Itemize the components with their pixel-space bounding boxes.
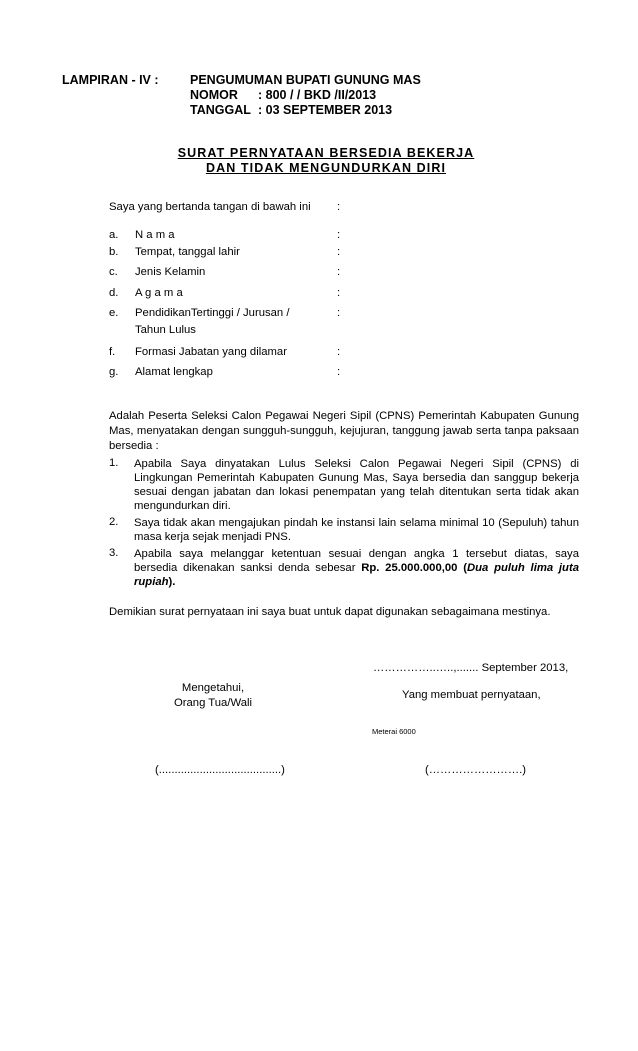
field-label-tahun-lulus: Tahun Lulus <box>135 324 196 336</box>
field-label-nama: N a m a <box>135 229 175 241</box>
document-title-line1: SURAT PERNYATAAN BERSEDIA BEKERJA <box>177 146 475 160</box>
nomor-label: NOMOR <box>190 88 238 102</box>
field-letter: b. <box>109 246 119 258</box>
intro-label: Saya yang bertanda tangan di bawah ini <box>109 201 311 213</box>
closing-sentence: Demikian surat pernyataan ini saya buat untuk dapat digunakan sebagaimana mestinya. <box>109 606 551 618</box>
date-line: ……………..…..,....... September 2013, <box>373 662 569 674</box>
announcement-title: PENGUMUMAN BUPATI GUNUNG MAS <box>190 73 421 87</box>
field-letter: f. <box>109 346 116 358</box>
field-letter: d. <box>109 287 119 299</box>
paren-close: ). <box>168 576 176 588</box>
witness-label: Mengetahui, <box>181 682 245 694</box>
field-label-pendidikan: PendidikanTertinggi / Jurusan / <box>135 307 290 319</box>
field-colon: : <box>337 366 341 378</box>
field-colon: : <box>337 287 341 299</box>
field-colon: : <box>337 266 341 278</box>
point-text-main: Apabila saya melanggar ketentuan sesuai dengan angka 1 tersebut diatas, saya bersedia dikenakan sanksi denda sebesar <box>134 548 579 574</box>
tanggal-value: : 03 SEPTEMBER 2013 <box>258 103 393 117</box>
field-colon: : <box>337 346 341 358</box>
field-letter: c. <box>109 266 118 278</box>
point-text: Apabila Saya dinyatakan Lulus Seleksi Calon Pegawai Negeri Sipil (CPNS) di Lingkungan Pemerintah Kabupaten Gunung Mas, Saya bersedia dan sanggup bekerja sesuai dengan jabatan dan lokasi penempatan yang telah ditentukan serta tidak akan mengundurkan diri. <box>134 458 579 512</box>
document-title-line2: DAN TIDAK MENGUNDURKAN DIRI <box>205 161 447 175</box>
field-colon: : <box>337 229 341 241</box>
parent-guardian-label: Orang Tua/Wali <box>173 697 253 709</box>
fine-amount-words: Dua puluh lima juta rupiah <box>134 562 580 588</box>
point-number: 2. <box>109 516 119 528</box>
field-label-jenis-kelamin: Jenis Kelamin <box>135 266 206 278</box>
left-signature-blank: (.......................................) <box>155 764 285 776</box>
field-label-alamat: Alamat lengkap <box>135 366 213 378</box>
lampiran-label: LAMPIRAN - IV : <box>62 73 159 87</box>
stamp-duty-label: Meterai 6000 <box>372 727 416 736</box>
intro-colon: : <box>337 201 341 213</box>
field-letter: g. <box>109 366 119 378</box>
field-letter: a. <box>109 229 119 241</box>
point-number: 1. <box>109 457 119 469</box>
field-colon: : <box>337 246 341 258</box>
point-text <box>134 547 579 589</box>
right-signature-blank: (…………………….) <box>425 764 527 776</box>
paren-open: ( <box>457 562 467 574</box>
fine-amount: Rp. 25.000.000,00 <box>361 562 458 574</box>
field-colon: : <box>337 307 341 319</box>
field-label-formasi: Formasi Jabatan yang dilamar <box>135 346 287 358</box>
nomor-value: : 800 / / BKD /II/2013 <box>258 88 377 102</box>
statement-paragraph: Adalah Peserta Seleksi Calon Pegawai Negeri Sipil (CPNS) Pemerintah Kabupaten Gunung Mas, menyatakan dengan sungguh-sungguh, kejujuran, tanggung jawab serta tanpa paksaan bersedia : <box>109 410 579 452</box>
field-letter: e. <box>109 307 119 319</box>
point-number: 3. <box>109 547 119 559</box>
tanggal-label: TANGGAL <box>190 103 251 117</box>
point-text: Saya tidak akan mengajukan pindah ke instansi lain selama minimal 10 (Sepuluh) tahun masa kerja sejak menjadi PNS. <box>134 517 579 543</box>
field-label-agama: A g a m a <box>135 287 183 299</box>
field-label-tempat-lahir: Tempat, tanggal lahir <box>135 246 240 258</box>
signer-label: Yang membuat pernyataan, <box>402 689 541 701</box>
